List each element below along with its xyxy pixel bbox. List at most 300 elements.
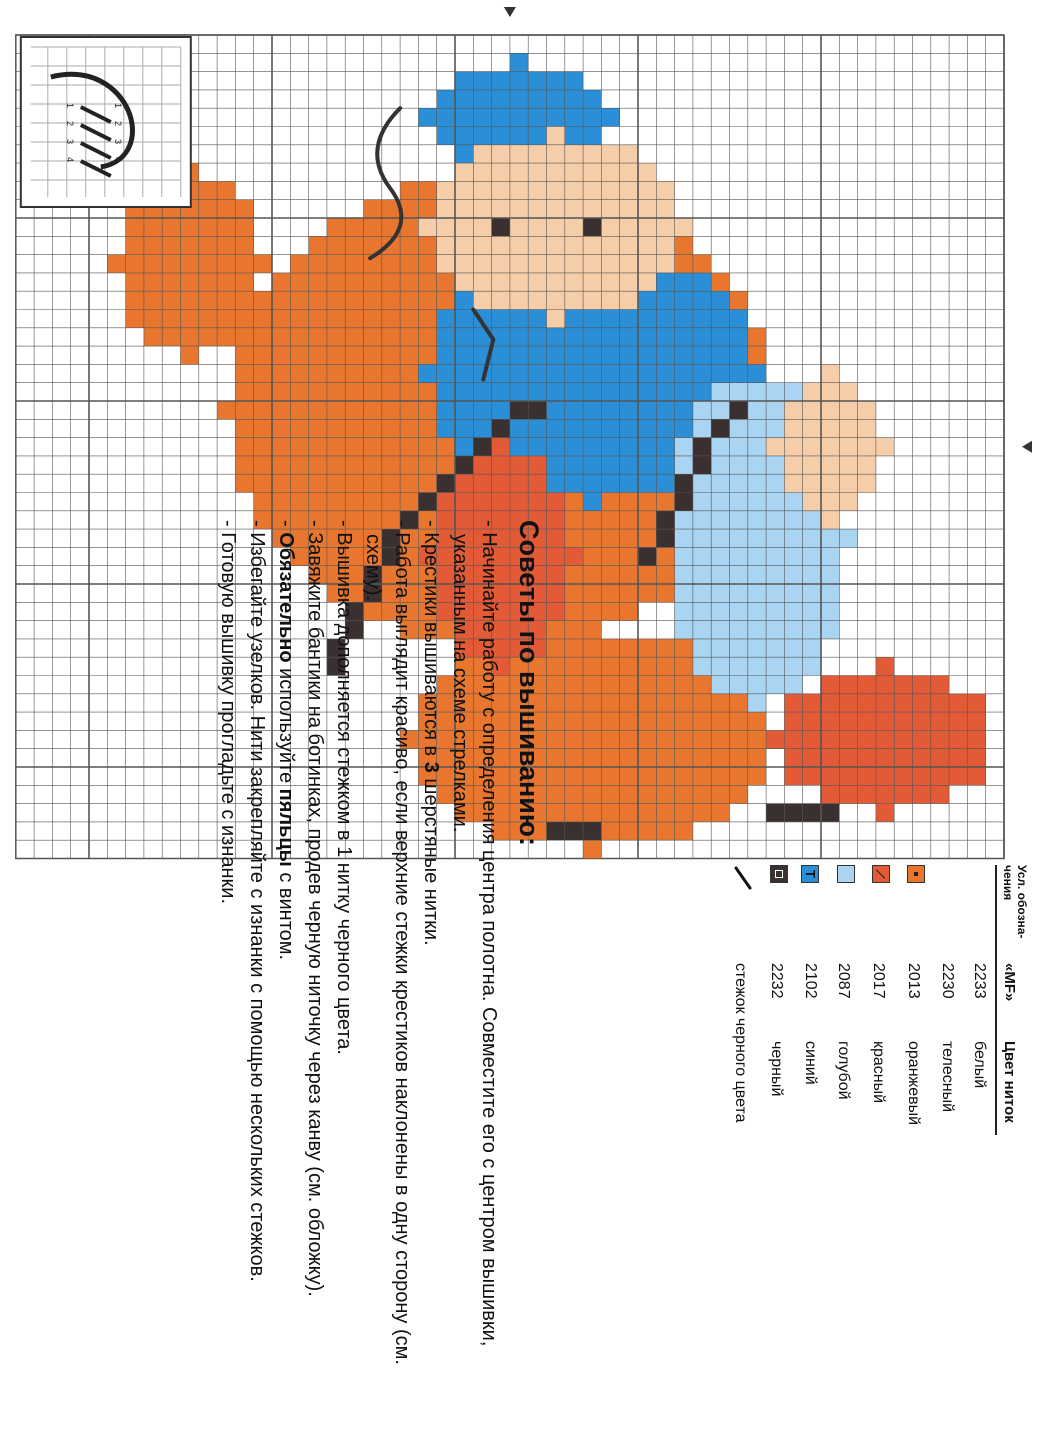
stitch-blue (656, 273, 674, 291)
stitch-lightblue (730, 383, 748, 401)
stitch-black (510, 401, 528, 419)
stitch-orange (162, 236, 180, 254)
stitch-orange (162, 255, 180, 273)
stitch-skin (839, 493, 857, 511)
stitch-orange (583, 602, 601, 620)
stitch-orange (364, 419, 382, 437)
stitch-orange (290, 438, 308, 456)
stitch-lightblue (711, 676, 729, 694)
stitch-orange (144, 236, 162, 254)
stitch-orange (620, 804, 638, 822)
stitch-lightblue (748, 639, 766, 657)
stitch-skin (821, 401, 839, 419)
legend-code: 2102 (802, 963, 819, 999)
legend-code: 2230 (939, 963, 956, 999)
stitch-lightblue (748, 456, 766, 474)
stitch-orange (693, 804, 711, 822)
stitch-blue (437, 328, 455, 346)
stitch-blue (528, 127, 546, 145)
stitch-orange (309, 273, 327, 291)
stitch-skin (455, 255, 473, 273)
stitch-orange (601, 676, 619, 694)
stitch-orange (181, 346, 199, 364)
stitch-orange (364, 200, 382, 218)
stitch-blue (601, 474, 619, 492)
stitch-lightblue (784, 547, 802, 565)
stitch-orange (345, 273, 363, 291)
stitch-blue (510, 419, 528, 437)
stitch-skin (528, 255, 546, 273)
stitch-orange (181, 328, 199, 346)
stitch-blue (638, 474, 656, 492)
stitch-lightblue (730, 602, 748, 620)
stitch-orange (400, 273, 418, 291)
stitch-orange (675, 822, 693, 840)
stitch-orange (235, 236, 253, 254)
stitch-lightblue (784, 566, 802, 584)
stitch-blue (565, 90, 583, 108)
stitch-skin (510, 236, 528, 254)
stitch-blue (565, 346, 583, 364)
legend-rows (722, 865, 996, 1135)
stitch-blue (510, 127, 528, 145)
stitch-skin (784, 474, 802, 492)
stitch-blue (510, 438, 528, 456)
stitch-orange (730, 291, 748, 309)
stitch-orange (290, 291, 308, 309)
stitch-orange (126, 310, 144, 328)
tip-text: Работа выглядит красиво, если верхние стежки крестиков наклонены в одну сторону (см. схему). (362, 532, 413, 1365)
stitch-orange (620, 822, 638, 840)
stitch-skin (839, 474, 857, 492)
stitch-blue (547, 346, 565, 364)
stitch-skin (620, 236, 638, 254)
stitch-orange (199, 200, 217, 218)
stitch-red (547, 602, 565, 620)
stitch-orange (620, 639, 638, 657)
stitch-blue (620, 328, 638, 346)
stitch-orange (162, 218, 180, 236)
stitch-blue (583, 493, 601, 511)
stitch-orange (748, 328, 766, 346)
stitch-orange (126, 291, 144, 309)
stitch-orange (620, 767, 638, 785)
stitch-red (876, 694, 894, 712)
stitch-red (839, 785, 857, 803)
stitch-lightblue (675, 438, 693, 456)
stitch-blue (547, 328, 565, 346)
stitch-blue (510, 310, 528, 328)
stitch-orange (437, 273, 455, 291)
stitch-lightblue (766, 456, 784, 474)
stitch-skin (620, 273, 638, 291)
stitch-skin (492, 200, 510, 218)
stitch-red (858, 785, 876, 803)
stitch-black (675, 493, 693, 511)
stitch-red (931, 694, 949, 712)
stitch-lightblue (784, 639, 802, 657)
stitch-orange (364, 364, 382, 382)
stitch-lightblue (711, 584, 729, 602)
stitch-lightblue (675, 529, 693, 547)
stitch-orange (418, 383, 436, 401)
stitch-orange (583, 694, 601, 712)
stitch-orange (272, 346, 290, 364)
stitch-orange (290, 493, 308, 511)
stitch-orange (254, 493, 272, 511)
stitch-orange (638, 584, 656, 602)
stitch-orange (235, 310, 253, 328)
stitch-skin (510, 218, 528, 236)
stitch-orange (272, 383, 290, 401)
stitch-blue (455, 291, 473, 309)
stitch-orange (290, 346, 308, 364)
tip-text: Вышивка дополняется стежком в 1 нитку черного цвета. (333, 532, 355, 1055)
stitch-lightblue (766, 474, 784, 492)
stitch-orange (181, 291, 199, 309)
stitch-orange (693, 730, 711, 748)
tip-item (242, 520, 271, 1420)
stitch-skin (638, 236, 656, 254)
stitch-red (858, 749, 876, 767)
stitch-blue (547, 419, 565, 437)
stitch-red (821, 694, 839, 712)
stitch-orange (290, 310, 308, 328)
stitch-blue (638, 456, 656, 474)
stitch-lightblue (766, 602, 784, 620)
stitch-orange (254, 328, 272, 346)
stitch-orange (565, 694, 583, 712)
stitch-black (693, 456, 711, 474)
stitch-lightblue (784, 657, 802, 675)
stitch-orange (272, 419, 290, 437)
stitch-blue (528, 438, 546, 456)
stitch-orange (272, 493, 290, 511)
legend-swatch-icon: T (801, 865, 819, 883)
stitch-red (913, 767, 931, 785)
stitch-red (931, 785, 949, 803)
stitch-skin (547, 273, 565, 291)
stitch-skin (601, 273, 619, 291)
stitch-red (913, 730, 931, 748)
stitch-orange (620, 493, 638, 511)
stitch-orange (638, 712, 656, 730)
stitch-orange (327, 474, 345, 492)
stitch-lightblue (675, 584, 693, 602)
stitch-blue (492, 346, 510, 364)
stitch-orange (693, 694, 711, 712)
stitch-skin (803, 438, 821, 456)
stitch-orange (638, 694, 656, 712)
stitch-orange (620, 694, 638, 712)
stitch-orange (583, 511, 601, 529)
stitch-orange (235, 346, 253, 364)
stitch-lightblue (748, 474, 766, 492)
stitch-red (821, 767, 839, 785)
stitch-blue (620, 364, 638, 382)
stitch-blue (510, 328, 528, 346)
stitch-orange (675, 236, 693, 254)
stitch-lightblue (748, 401, 766, 419)
stitch-red (876, 730, 894, 748)
stitch-orange (547, 712, 565, 730)
stitch-skin (858, 456, 876, 474)
stitch-orange (418, 181, 436, 199)
stitch-black (492, 419, 510, 437)
stitch-skin (858, 419, 876, 437)
embroidery-tips (213, 520, 544, 1420)
stitch-blue (620, 401, 638, 419)
stitch-blue (455, 90, 473, 108)
stitch-orange (620, 584, 638, 602)
tip-text: Начинайте работу с определения центра полотна. Совместите его с центром вышивки, указанным на схеме стрелками. (449, 532, 500, 1347)
stitch-skin (547, 255, 565, 273)
stitch-orange (364, 474, 382, 492)
stitch-skin (547, 181, 565, 199)
stitch-orange (638, 767, 656, 785)
stitch-skin (601, 218, 619, 236)
stitch-lightblue (711, 566, 729, 584)
stitch-lightblue (730, 566, 748, 584)
stitch-skin (821, 438, 839, 456)
stitch-red (858, 767, 876, 785)
stitch-skin (803, 401, 821, 419)
stitch-orange (309, 383, 327, 401)
stitch-red (565, 547, 583, 565)
stitch-red (492, 493, 510, 511)
stitch-red (931, 767, 949, 785)
stitch-skin (620, 200, 638, 218)
stitch-blue (565, 108, 583, 126)
stitch-skin (492, 181, 510, 199)
stitch-blue (656, 346, 674, 364)
stitch-blue (583, 108, 601, 126)
stitch-blue (583, 90, 601, 108)
legend-code: 2233 (971, 963, 988, 999)
stitch-lightblue (766, 383, 784, 401)
stitch-orange (199, 255, 217, 273)
stitch-skin (528, 200, 546, 218)
stitch-lightblue (803, 621, 821, 639)
stitch-lightblue (821, 621, 839, 639)
stitch-red (784, 749, 802, 767)
stitch-lightblue (693, 621, 711, 639)
stitch-orange (565, 676, 583, 694)
stitch-orange (565, 566, 583, 584)
stitch-orange (565, 730, 583, 748)
stitch-orange (547, 676, 565, 694)
stitch-blue (656, 401, 674, 419)
stitch-blue (492, 401, 510, 419)
stitch-orange (254, 364, 272, 382)
stitch-skin (473, 273, 491, 291)
stitch-red (858, 712, 876, 730)
stitch-skin (821, 474, 839, 492)
stitch-blue (730, 328, 748, 346)
stitch-red (876, 657, 894, 675)
stitch-blue (730, 310, 748, 328)
stitch-blue (583, 456, 601, 474)
stitch-blue (455, 108, 473, 126)
legend-color-name: черный (768, 1041, 786, 1097)
stitch-lightblue (766, 584, 784, 602)
stitch-skin (583, 291, 601, 309)
stitch-black (492, 218, 510, 236)
stitch-orange (601, 694, 619, 712)
stitch-blue (510, 72, 528, 90)
stitch-blue (473, 419, 491, 437)
stitch-blue (547, 364, 565, 382)
stitch-orange (400, 346, 418, 364)
stitch-orange (400, 438, 418, 456)
stitch-orange (400, 181, 418, 199)
stitch-orange (565, 749, 583, 767)
stitch-orange (656, 657, 674, 675)
stitch-skin (858, 438, 876, 456)
stitch-orange (235, 456, 253, 474)
stitch-orange (547, 639, 565, 657)
stitch-orange (601, 493, 619, 511)
stitch-blue (656, 474, 674, 492)
stitch-orange (309, 456, 327, 474)
stitch-lightblue (803, 511, 821, 529)
stitch-skin (839, 419, 857, 437)
stitch-skin (437, 236, 455, 254)
stitch-orange (345, 474, 363, 492)
stitch-blue (492, 364, 510, 382)
stitch-skin (601, 255, 619, 273)
tip-item (213, 520, 242, 1420)
stitch-orange (675, 785, 693, 803)
stitch-orange (656, 493, 674, 511)
stitch-orange (199, 328, 217, 346)
stitch-orange (364, 310, 382, 328)
inset-number-label: 2 (112, 121, 123, 127)
stitch-lightblue (748, 511, 766, 529)
stitch-orange (583, 712, 601, 730)
tip-text: с винтом. (275, 866, 297, 961)
stitch-lightblue (730, 584, 748, 602)
stitch-orange (400, 456, 418, 474)
stitch-lightblue (748, 584, 766, 602)
stitch-blue (528, 364, 546, 382)
stitch-blue (620, 474, 638, 492)
stitch-orange (601, 767, 619, 785)
inset-number-label: 1 (64, 103, 75, 109)
stitch-red (913, 785, 931, 803)
stitch-orange (327, 291, 345, 309)
stitch-orange (181, 273, 199, 291)
tip-item (445, 520, 503, 1420)
stitch-orange (565, 584, 583, 602)
stitch-orange (583, 547, 601, 565)
stitch-blue (583, 401, 601, 419)
stitch-skin (565, 291, 583, 309)
stitch-skin (821, 364, 839, 382)
stitch-blue (656, 419, 674, 437)
stitch-skin (565, 273, 583, 291)
stitch-blue (693, 273, 711, 291)
stitch-skin (620, 291, 638, 309)
stitch-orange (638, 785, 656, 803)
stitch-skin (858, 401, 876, 419)
stitch-blue (601, 456, 619, 474)
stitch-orange (235, 218, 253, 236)
stitch-orange (382, 291, 400, 309)
stitch-skin (656, 181, 674, 199)
stitch-orange (235, 401, 253, 419)
stitch-orange (656, 804, 674, 822)
stitch-orange (217, 273, 235, 291)
tip-item (329, 520, 358, 1420)
stitch-orange (235, 328, 253, 346)
stitch-blue (638, 328, 656, 346)
stitch-black (675, 474, 693, 492)
stitch-red (803, 749, 821, 767)
legend-swatch-icon (837, 865, 855, 883)
stitch-black (730, 401, 748, 419)
stitch-red (839, 712, 857, 730)
stitch-blue (473, 383, 491, 401)
stitch-blue (510, 346, 528, 364)
stitch-orange (382, 456, 400, 474)
stitch-orange (400, 310, 418, 328)
stitch-lightblue (821, 547, 839, 565)
stitch-blue (547, 401, 565, 419)
stitch-lightblue (821, 584, 839, 602)
stitch-skin (528, 181, 546, 199)
legend-header-symbol: Усл. обозна- чения (996, 865, 1031, 963)
stitch-skin (547, 145, 565, 163)
stitch-lightblue (711, 438, 729, 456)
stitch-blue (547, 474, 565, 492)
stitch-blue (638, 438, 656, 456)
stitch-orange (272, 310, 290, 328)
legend-symbol-cell (861, 865, 896, 963)
stitch-blue (748, 364, 766, 382)
stitch-blue (455, 401, 473, 419)
stitch-blue (473, 90, 491, 108)
stitch-blue (565, 364, 583, 382)
stitch-black (766, 804, 784, 822)
stitch-orange (345, 438, 363, 456)
stitch-lightblue (693, 639, 711, 657)
stitch-orange (309, 364, 327, 382)
stitch-orange (382, 255, 400, 273)
stitch-orange (254, 310, 272, 328)
stitch-orange (382, 419, 400, 437)
stitch-red (821, 749, 839, 767)
stitch-orange (327, 493, 345, 511)
stitch-orange (748, 712, 766, 730)
stitch-red (784, 712, 802, 730)
stitch-skin (601, 200, 619, 218)
legend-row (861, 865, 896, 1135)
stitch-red (492, 456, 510, 474)
stitch-red (473, 456, 491, 474)
stitch-orange (565, 602, 583, 620)
stitch-orange (382, 364, 400, 382)
stitch-black (565, 822, 583, 840)
stitch-blue (638, 364, 656, 382)
tip-text: Завяжите бантики на ботинках, продев черную ниточку через канву (см. обложку). (304, 532, 326, 1297)
stitch-orange (382, 401, 400, 419)
stitch-blue (675, 328, 693, 346)
stitch-blue (583, 310, 601, 328)
stitch-skin (583, 145, 601, 163)
stitch-skin (766, 438, 784, 456)
stitch-blue (455, 72, 473, 90)
